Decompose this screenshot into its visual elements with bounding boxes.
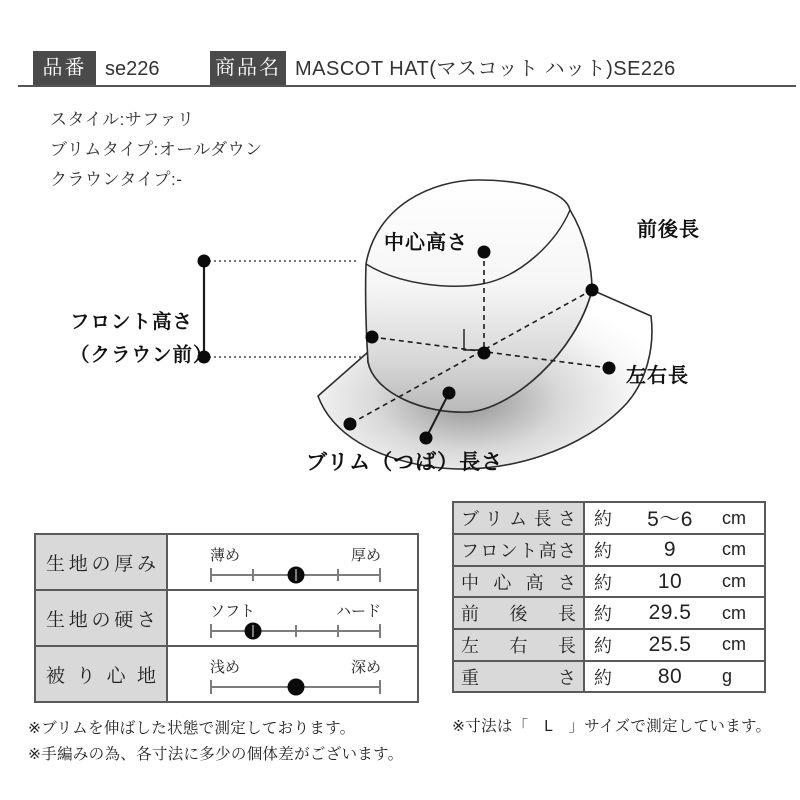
rating-row-label: 生地の厚み (35, 534, 167, 590)
slider-track (210, 574, 381, 576)
slider-tick (295, 625, 297, 637)
size-value: 9 (663, 537, 677, 561)
table-row (35, 534, 418, 590)
spec-brim-type: ブリムタイプ:オールダウン (50, 140, 263, 159)
table-row (35, 646, 418, 702)
rating-row-label: 被り心地 (35, 646, 167, 702)
slider-tick (337, 625, 339, 637)
slider-tick (337, 569, 339, 581)
slider-max-label: 厚め (350, 547, 381, 564)
slider-track (210, 630, 381, 632)
slider-dot (287, 679, 304, 696)
size-unit: cm (722, 571, 746, 592)
approx-prefix: 約 (594, 540, 612, 561)
size-value: 25.5 (648, 632, 692, 656)
slider-track (210, 686, 381, 688)
size-unit: cm (722, 634, 746, 655)
footnote-size-basis: ※寸法は「 L 」サイズで測定しています。 (452, 718, 772, 735)
size-unit: cm (722, 602, 746, 623)
size-value: 80 (657, 664, 683, 688)
slider-min-label: ソフト (210, 603, 256, 620)
table-row (453, 502, 765, 534)
approx-prefix: 約 (594, 572, 612, 593)
center-height-label: 中心高さ (384, 232, 468, 254)
approx-prefix: 約 (594, 667, 612, 688)
size-value: 29.5 (648, 601, 692, 625)
slider-tick (252, 569, 254, 581)
table-row (35, 590, 418, 646)
size-row-label: 左右長 (453, 629, 584, 661)
approx-prefix: 約 (594, 509, 612, 529)
table-row (453, 661, 765, 693)
slider-max-label: ハード (335, 603, 381, 620)
wearing-depth-slider (210, 656, 381, 700)
slider-max-label: 深め (350, 659, 381, 676)
approx-prefix: 約 (594, 604, 612, 625)
size-unit: cm (722, 507, 746, 528)
front-back-label: 前後長 (637, 219, 700, 241)
slider-min-label: 浅め (210, 659, 241, 676)
slider-min-label: 薄め (210, 547, 241, 564)
size-row-label: 前後長 (453, 597, 584, 629)
size-table (452, 501, 766, 693)
front-height-label-line2: （クラウン前） (70, 344, 214, 366)
size-row-label: フロント高さ (453, 534, 584, 566)
size-row-label: 重さ (453, 661, 584, 693)
size-unit: g (722, 666, 733, 687)
size-unit: cm (722, 539, 746, 560)
rating-row-label: 生地の硬さ (35, 590, 167, 646)
product-name-label-box: 商品名 (210, 51, 286, 86)
table-row (453, 566, 765, 598)
spec-style: スタイル:サファリ (50, 110, 195, 129)
slider-tick (295, 569, 297, 581)
fabric-thickness-slider (210, 544, 381, 588)
footnote-handmade: ※手編みの為、各寸法に多少の個体差がございます。 (28, 746, 404, 763)
spec-crown-type: クラウンタイプ:- (50, 170, 183, 189)
product-name-value: MASCOT HAT(マスコット ハット)SE226 (295, 58, 676, 80)
approx-prefix: 約 (594, 635, 612, 656)
slider-tick (252, 625, 254, 637)
size-value: 10 (657, 569, 683, 593)
table-row (453, 629, 765, 661)
item-number-label-box: 品番 (33, 51, 96, 86)
footnote-brim-measure: ※ブリムを伸ばした状態で測定しております。 (28, 720, 356, 737)
front-height-label (70, 306, 214, 367)
size-row-label: ブリム長さ (453, 502, 584, 534)
table-row (453, 534, 765, 566)
size-value: 5〜6 (647, 508, 693, 531)
item-number-value: se226 (105, 58, 160, 80)
brim-length-label: ブリム（つば）長さ (306, 451, 504, 474)
fabric-stiffness-slider (210, 600, 381, 644)
size-row-label: 中心高さ (453, 566, 584, 598)
table-row (453, 597, 765, 629)
left-right-label: 左右長 (626, 365, 689, 387)
front-height-label-line1: フロント高さ (70, 311, 194, 333)
rating-table (34, 533, 419, 703)
